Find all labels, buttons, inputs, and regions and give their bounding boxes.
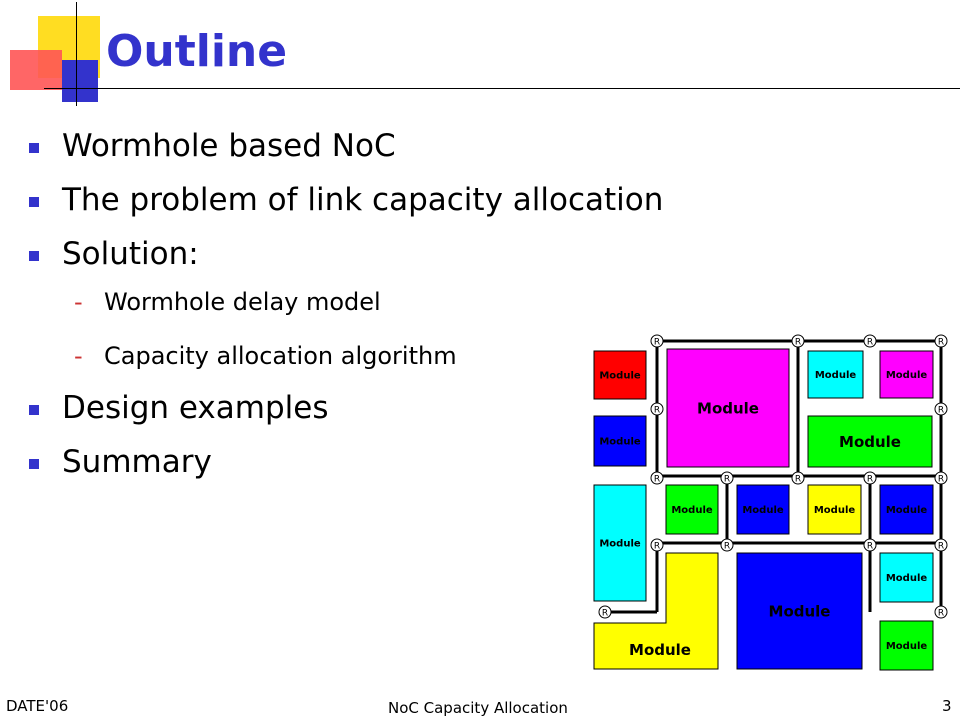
router-label: R bbox=[937, 474, 945, 485]
bullet-text: Summary bbox=[62, 444, 212, 480]
router-label: R bbox=[794, 474, 802, 485]
router-label: R bbox=[937, 608, 945, 619]
router-label: R bbox=[866, 541, 874, 552]
module-label: Module bbox=[742, 505, 784, 517]
module-label: Module bbox=[813, 505, 856, 517]
module-label: Module bbox=[671, 505, 713, 517]
bullet-text: The problem of link capacity allocation bbox=[62, 182, 664, 218]
router-label: R bbox=[653, 474, 661, 485]
router-label: R bbox=[601, 608, 609, 619]
router-label: R bbox=[937, 541, 945, 552]
bullet-text: Design examples bbox=[62, 390, 329, 426]
bullet-text: Solution: bbox=[62, 236, 199, 272]
module-label: Module bbox=[814, 370, 857, 382]
module-label: Module bbox=[768, 602, 831, 621]
footer-center: NoC Capacity Allocation bbox=[388, 699, 568, 717]
router-label: R bbox=[653, 405, 661, 416]
router-label: R bbox=[937, 405, 945, 416]
module-label: Module bbox=[629, 641, 691, 659]
router-label: R bbox=[866, 474, 874, 485]
router-label: R bbox=[723, 541, 731, 552]
bullet-text: Wormhole based NoC bbox=[62, 128, 396, 164]
router-label: R bbox=[866, 337, 874, 348]
sub-bullet-marker: - bbox=[74, 288, 83, 316]
module-label: Module bbox=[885, 370, 928, 382]
module-label: Module bbox=[599, 370, 641, 382]
router-label: R bbox=[794, 337, 802, 348]
sub-bullet-text: Capacity allocation algorithm bbox=[104, 342, 457, 370]
footer-left: DATE'06 bbox=[6, 697, 69, 715]
slide-title: Outline bbox=[106, 26, 288, 77]
router-label: R bbox=[653, 541, 661, 552]
module-label: Module bbox=[839, 432, 901, 451]
router-label: R bbox=[723, 474, 731, 485]
module-label: Module bbox=[885, 573, 928, 585]
module-label: Module bbox=[697, 399, 759, 418]
module-label: Module bbox=[885, 505, 928, 517]
module-label: Module bbox=[599, 436, 641, 448]
noc-modules bbox=[594, 349, 933, 670]
module-label: Module bbox=[599, 538, 641, 550]
module-label: Module bbox=[885, 641, 928, 653]
sub-bullet-text: Wormhole delay model bbox=[104, 288, 381, 316]
router-label: R bbox=[653, 337, 661, 348]
router-label: R bbox=[937, 337, 945, 348]
sub-bullet-marker: - bbox=[74, 342, 83, 370]
page-number: 3 bbox=[942, 697, 952, 715]
